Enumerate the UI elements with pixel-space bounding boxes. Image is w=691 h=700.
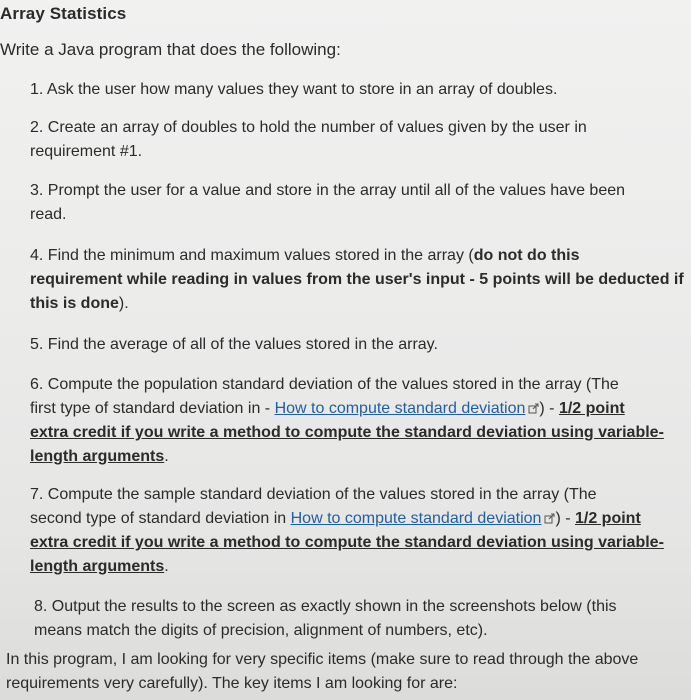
requirement-4-warning: requirement while reading in values from the user's input - 5 points will be deducted if [30, 271, 684, 288]
requirement-4-warning-start: do not do this [473, 247, 580, 264]
requirement-8-line2: means match the digits of precision, alignment of numbers, etc). [34, 622, 488, 639]
extra-credit-1: 1/2 point [558, 400, 625, 417]
requirement-3 [30, 179, 625, 227]
intro-text: Write a Java program that does the following: [0, 40, 341, 59]
std-dev-link-1[interactable]: How to compute standard deviation [274, 400, 526, 417]
requirement-2 [30, 116, 587, 164]
closing-paragraph [6, 648, 638, 696]
requirement-7-line1: 7. Compute the sample standard deviation of the values stored in the array (The [30, 486, 597, 503]
extra-credit-2: 1/2 point [574, 510, 641, 527]
requirement-1 [30, 78, 557, 102]
requirement-6-line1: 6. Compute the population standard deviation of the values stored in the array (The [30, 376, 619, 393]
requirement-1-text: 1. Ask the user how many values they want to store in an array of doubles. [30, 81, 558, 98]
page-title: Array Statistics [0, 4, 127, 23]
requirement-4: 4. Find the minimum and maximum values stored in the array (do not do this requirement while reading in values from the user's input - 5 points will be deducted if this is done). [30, 247, 684, 312]
requirement-6: 6. Compute the population standard deviation of the values stored in the array (The first type of standard deviation in - How to compute standard deviation ) - 1/2 point extra credit if you write a method to compute the standard deviation using variable- length arguments. [30, 373, 664, 469]
requirement-8 [34, 595, 617, 643]
requirement-7: 7. Compute the sample standard deviation of the values stored in the array (The second type of standard deviation in How to compute standard deviation ) - 1/2 point extra credit if you write a method to compute the standard deviation using variable- length arguments. [30, 483, 664, 579]
closing-line1: In this program, I am looking for very specific items (make sure to read through the above [6, 651, 639, 668]
requirement-4-line1: 4. Find the minimum and maximum values stored in the array ( [30, 247, 474, 264]
requirement-5-text: 5. Find the average of all of the values stored in the array. [30, 336, 438, 353]
requirement-5 [30, 333, 438, 357]
std-dev-link-2[interactable]: How to compute standard deviation [290, 510, 542, 527]
requirement-3-line1: 3. Prompt the user for a value and store in the array until all of the values have been [30, 182, 626, 199]
requirement-3-line2: read. [30, 206, 67, 223]
requirement-2-line2: requirement #1. [30, 143, 143, 160]
closing-line2: requirements very carefully). The key items I am looking for are: [6, 675, 458, 692]
external-link-icon [544, 513, 555, 524]
requirement-2-line1: 2. Create an array of doubles to hold the number of values given by the user in [30, 119, 587, 136]
requirement-4-warning-end: this is done [30, 295, 119, 312]
requirement-8-line1: 8. Output the results to the screen as exactly shown in the screenshots below (this [34, 598, 617, 615]
external-link-icon [528, 403, 539, 414]
